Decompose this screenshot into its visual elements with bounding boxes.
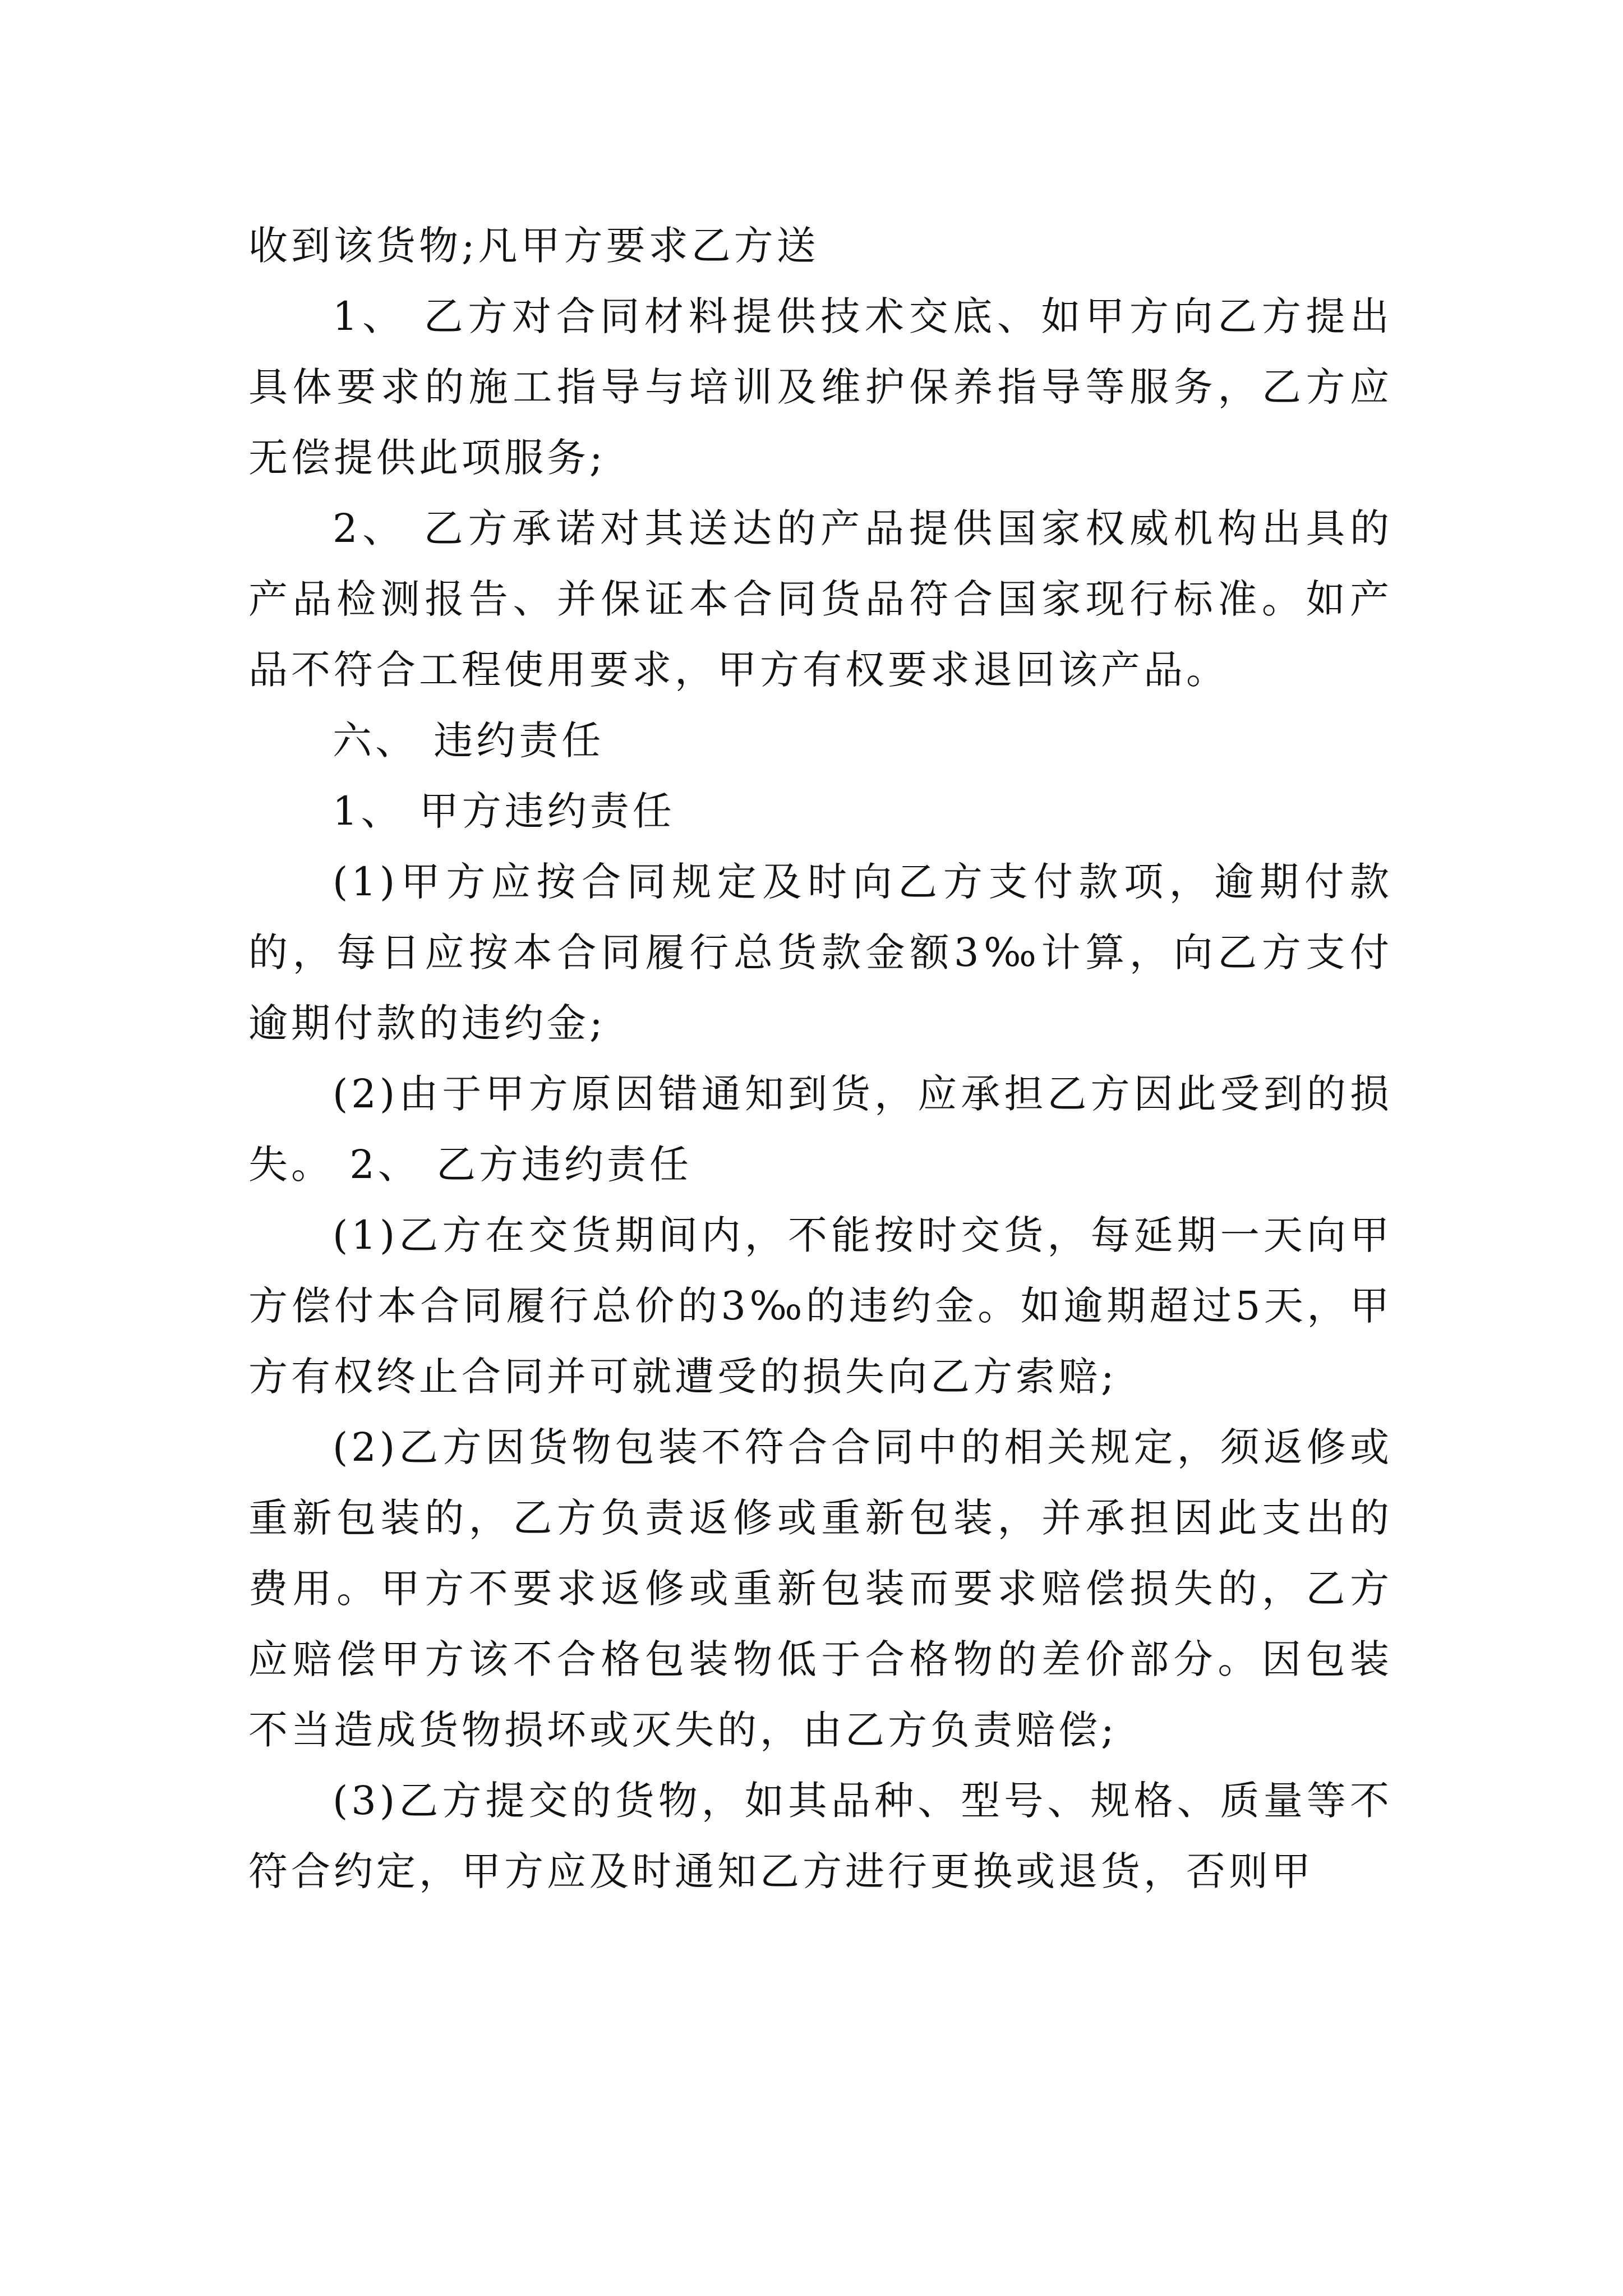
subheading-party-a-liability: 1、 甲方违约责任	[333, 788, 675, 834]
document-body	[248, 210, 1393, 1907]
paragraph-continuation: 收到该货物;凡甲方要求乙方送	[248, 223, 819, 269]
paragraph-a-wrong-notice: (2)由于甲方原因错通知到货，应承担乙方因此受到的损失。 2、 乙方违约责任	[248, 1071, 1393, 1188]
paragraph-b-packaging: (2)乙方因货物包装不符合合同中的相关规定，须返修或重新包装的，乙方负责返修或重新包装，并承担因此支出的费用。甲方不要求返修或重新包装而要求赔偿损失的，乙方应赔偿甲方该不合格包装物低于合格物的差价部分。因包装不当造成货物损坏或灭失的，由乙方负责赔偿;	[248, 1424, 1393, 1753]
paragraph-a-late-payment: (1)甲方应按合同规定及时向乙方支付款项，逾期付款的，每日应按本合同履行总货款金额3‰计算，向乙方支付逾期付款的违约金;	[248, 859, 1393, 1046]
paragraph-item-2-product-report: 2、 乙方承诺对其送达的产品提供国家权威机构出具的产品检测报告、并保证本合同货品符合国家现行标准。如产品不符合工程使用要求，甲方有权要求退回该产品。	[248, 505, 1393, 693]
section-heading-breach-liability: 六、 违约责任	[333, 717, 605, 763]
paragraph-b-nonconforming-goods: (3)乙方提交的货物，如其品种、型号、规格、质量等不符合约定，甲方应及时通知乙方进行更换或退货，否则甲	[248, 1778, 1393, 1894]
paragraph-item-1-technical-service: 1、 乙方对合同材料提供技术交底、如甲方向乙方提出具体要求的施工指导与培训及维护保养指导等服务，乙方应无偿提供此项服务;	[248, 293, 1393, 481]
paragraph-b-late-delivery: (1)乙方在交货期间内，不能按时交货，每延期一天向甲方偿付本合同履行总价的3‰的违约金。如逾期超过5天，甲方有权终止合同并可就遭受的损失向乙方索赔;	[248, 1212, 1393, 1400]
